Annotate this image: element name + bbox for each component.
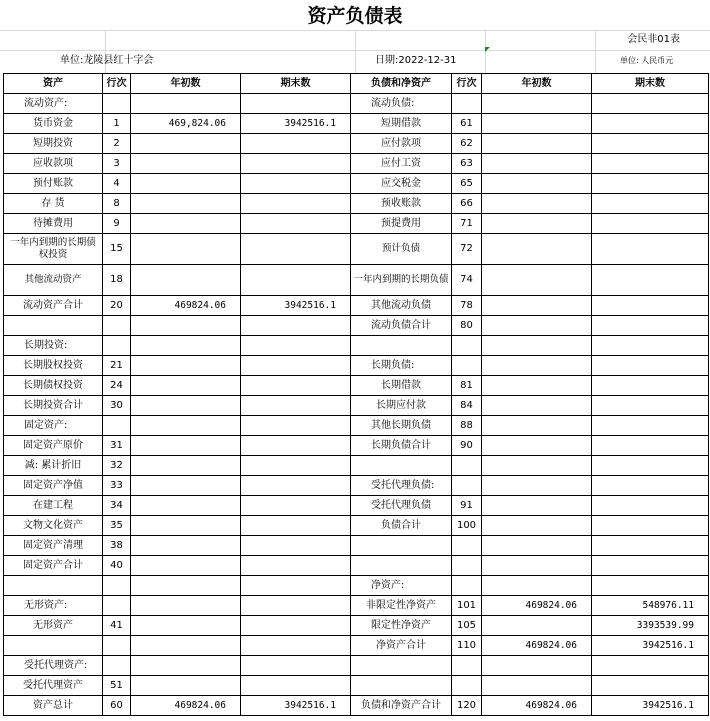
asset-opening-value	[131, 656, 241, 676]
liability-name	[351, 656, 452, 676]
table-row	[4, 436, 709, 456]
liability-closing-value	[592, 134, 709, 154]
asset-closing-value	[241, 676, 351, 696]
liability-name: 流动负债:	[351, 94, 452, 114]
asset-closing-value	[241, 174, 351, 194]
liability-closing-value	[592, 396, 709, 416]
asset-closing-value	[241, 636, 351, 656]
asset-name: 长期债权投资	[4, 376, 103, 396]
liability-opening-value	[482, 194, 592, 214]
asset-opening-value	[131, 214, 241, 234]
asset-name: 短期投资	[4, 134, 103, 154]
liability-name: 长期负债合计	[351, 436, 452, 456]
asset-line-no: 51	[103, 676, 131, 696]
asset-closing-value	[241, 376, 351, 396]
liability-line-no: 88	[452, 416, 482, 436]
liability-closing-value	[592, 576, 709, 596]
liability-name: 受托代理负债	[351, 496, 452, 516]
liability-closing-value	[592, 536, 709, 556]
asset-line-no: 24	[103, 376, 131, 396]
liability-opening-value	[482, 134, 592, 154]
liability-closing-value	[592, 656, 709, 676]
liability-opening-value	[482, 265, 592, 296]
liability-closing-value	[592, 94, 709, 114]
liability-opening-value	[482, 576, 592, 596]
asset-opening-value	[131, 556, 241, 576]
liability-closing-value	[592, 676, 709, 696]
asset-name: 存 货	[4, 194, 103, 214]
reporting-unit: 单位:龙陵县红十字会	[60, 55, 154, 66]
asset-opening-value: 469824.06	[131, 296, 241, 316]
liability-line-no	[452, 536, 482, 556]
asset-name: 资产总计	[4, 696, 103, 716]
asset-line-no: 30	[103, 396, 131, 416]
liability-closing-value	[592, 456, 709, 476]
header-closing: 期末数	[241, 74, 351, 94]
liability-line-no	[452, 556, 482, 576]
asset-name: 固定资产:	[4, 416, 103, 436]
asset-opening-value	[131, 356, 241, 376]
asset-line-no	[103, 316, 131, 336]
asset-opening-value	[131, 396, 241, 416]
asset-closing-value	[241, 596, 351, 616]
asset-opening-value	[131, 234, 241, 265]
asset-closing-value	[241, 134, 351, 154]
table-row	[4, 396, 709, 416]
table-row	[4, 416, 709, 436]
liability-name: 应付款项	[351, 134, 452, 154]
liability-name: 受托代理负债:	[351, 476, 452, 496]
liability-name: 净资产:	[351, 576, 452, 596]
header-closing: 期末数	[592, 74, 709, 94]
asset-line-no: 34	[103, 496, 131, 516]
liability-closing-value	[592, 496, 709, 516]
liability-name	[351, 676, 452, 696]
asset-name: 流动资产:	[4, 94, 103, 114]
liability-closing-value: 3942516.1	[592, 636, 709, 656]
asset-line-no	[103, 596, 131, 616]
liability-name: 预计负债	[351, 234, 452, 265]
table-row	[4, 676, 709, 696]
asset-line-no: 31	[103, 436, 131, 456]
asset-closing-value	[241, 476, 351, 496]
liability-opening-value	[482, 396, 592, 416]
liability-line-no	[452, 94, 482, 114]
header-opening: 年初数	[482, 74, 592, 94]
asset-name: 一年内到期的长期债权投资	[4, 234, 103, 265]
liability-opening-value: 469824.06	[482, 636, 592, 656]
asset-closing-value	[241, 265, 351, 296]
asset-name: 其他流动资产	[4, 265, 103, 296]
liability-opening-value	[482, 376, 592, 396]
liability-name: 负债和净资产合计	[351, 696, 452, 716]
liability-closing-value	[592, 154, 709, 174]
liability-opening-value	[482, 114, 592, 134]
liability-opening-value	[482, 174, 592, 194]
liability-opening-value	[482, 316, 592, 336]
asset-line-no: 40	[103, 556, 131, 576]
asset-closing-value	[241, 556, 351, 576]
asset-line-no: 35	[103, 516, 131, 536]
liability-name	[351, 336, 452, 356]
asset-closing-value	[241, 154, 351, 174]
liability-name: 预收账款	[351, 194, 452, 214]
liability-line-no	[452, 476, 482, 496]
table-row	[4, 336, 709, 356]
liability-line-no: 61	[452, 114, 482, 134]
asset-line-no: 60	[103, 696, 131, 716]
asset-closing-value	[241, 516, 351, 536]
liability-line-no: 78	[452, 296, 482, 316]
table-row	[4, 356, 709, 376]
liability-opening-value	[482, 214, 592, 234]
table-row	[4, 636, 709, 656]
asset-name: 流动资产合计	[4, 296, 103, 316]
liability-line-no	[452, 356, 482, 376]
liability-opening-value	[482, 496, 592, 516]
asset-line-no: 33	[103, 476, 131, 496]
liability-closing-value: 548976.11	[592, 596, 709, 616]
asset-opening-value	[131, 134, 241, 154]
table-row	[4, 616, 709, 636]
asset-opening-value: 469824.06	[131, 696, 241, 716]
liability-name: 非限定性净资产	[351, 596, 452, 616]
header-row	[4, 74, 709, 94]
table-row	[4, 596, 709, 616]
asset-closing-value	[241, 536, 351, 556]
header-line-no: 行次	[103, 74, 131, 94]
table-row	[4, 154, 709, 174]
asset-line-no: 15	[103, 234, 131, 265]
asset-opening-value	[131, 596, 241, 616]
liability-line-no: 81	[452, 376, 482, 396]
liability-line-no: 101	[452, 596, 482, 616]
asset-opening-value	[131, 94, 241, 114]
asset-opening-value	[131, 336, 241, 356]
asset-closing-value: 3942516.1	[241, 296, 351, 316]
asset-line-no	[103, 636, 131, 656]
header-line-no: 行次	[452, 74, 482, 94]
asset-line-no: 4	[103, 174, 131, 194]
asset-line-no: 3	[103, 154, 131, 174]
liability-name: 应付工资	[351, 154, 452, 174]
asset-name: 受托代理资产	[4, 676, 103, 696]
liability-closing-value	[592, 436, 709, 456]
liability-line-no	[452, 336, 482, 356]
asset-closing-value	[241, 234, 351, 265]
asset-opening-value	[131, 456, 241, 476]
asset-closing-value: 3942516.1	[241, 114, 351, 134]
liability-name: 负债合计	[351, 516, 452, 536]
liability-line-no: 84	[452, 396, 482, 416]
liability-line-no: 90	[452, 436, 482, 456]
liability-closing-value	[592, 234, 709, 265]
liability-opening-value	[482, 516, 592, 536]
liability-closing-value: 3393539.99	[592, 616, 709, 636]
asset-line-no: 21	[103, 356, 131, 376]
liability-closing-value: 3942516.1	[592, 696, 709, 716]
asset-name: 长期投资:	[4, 336, 103, 356]
liability-name: 长期负债:	[351, 356, 452, 376]
liability-opening-value	[482, 336, 592, 356]
asset-opening-value	[131, 676, 241, 696]
asset-opening-value	[131, 496, 241, 516]
asset-name	[4, 576, 103, 596]
asset-line-no: 32	[103, 456, 131, 476]
asset-line-no	[103, 416, 131, 436]
table-row	[4, 516, 709, 536]
header-liabilities: 负债和净资产	[351, 74, 452, 94]
liability-line-no: 74	[452, 265, 482, 296]
liability-name: 流动负债合计	[351, 316, 452, 336]
liability-closing-value	[592, 316, 709, 336]
asset-opening-value	[131, 154, 241, 174]
asset-opening-value	[131, 616, 241, 636]
liability-name: 预提费用	[351, 214, 452, 234]
table-row	[4, 214, 709, 234]
balance-table	[3, 73, 709, 716]
header-opening: 年初数	[131, 74, 241, 94]
liability-closing-value	[592, 336, 709, 356]
asset-opening-value	[131, 576, 241, 596]
asset-closing-value	[241, 496, 351, 516]
asset-name	[4, 316, 103, 336]
asset-line-no: 8	[103, 194, 131, 214]
asset-name: 在建工程	[4, 496, 103, 516]
asset-closing-value	[241, 396, 351, 416]
asset-opening-value	[131, 416, 241, 436]
asset-name: 减: 累计折旧	[4, 456, 103, 476]
liability-line-no: 91	[452, 496, 482, 516]
liability-opening-value	[482, 476, 592, 496]
liability-name: 长期借款	[351, 376, 452, 396]
liability-opening-value	[482, 456, 592, 476]
asset-closing-value	[241, 436, 351, 456]
liability-name: 其他流动负债	[351, 296, 452, 316]
liability-line-no	[452, 676, 482, 696]
asset-opening-value	[131, 536, 241, 556]
asset-line-no: 9	[103, 214, 131, 234]
asset-closing-value: 3942516.1	[241, 696, 351, 716]
asset-line-no: 18	[103, 265, 131, 296]
liability-closing-value	[592, 265, 709, 296]
asset-name: 长期投资合计	[4, 396, 103, 416]
asset-name: 文物文化资产	[4, 516, 103, 536]
liability-line-no: 63	[452, 154, 482, 174]
asset-line-no	[103, 576, 131, 596]
liability-closing-value	[592, 516, 709, 536]
liability-line-no	[452, 656, 482, 676]
asset-opening-value	[131, 436, 241, 456]
liability-name	[351, 456, 452, 476]
asset-closing-value	[241, 194, 351, 214]
asset-name: 待摊费用	[4, 214, 103, 234]
asset-opening-value	[131, 194, 241, 214]
liability-opening-value	[482, 296, 592, 316]
liability-name: 一年内到期的长期负债	[351, 265, 452, 296]
liability-opening-value	[482, 436, 592, 456]
table-row	[4, 476, 709, 496]
liability-opening-value	[482, 416, 592, 436]
liability-opening-value	[482, 356, 592, 376]
liability-line-no: 65	[452, 174, 482, 194]
liability-line-no: 120	[452, 696, 482, 716]
table-row	[4, 265, 709, 296]
table-row	[4, 316, 709, 336]
asset-closing-value	[241, 416, 351, 436]
asset-line-no: 20	[103, 296, 131, 316]
liability-line-no: 72	[452, 234, 482, 265]
liability-name: 净资产合计	[351, 636, 452, 656]
form-number: 会民非01表	[627, 34, 680, 45]
liability-line-no: 66	[452, 194, 482, 214]
table-row	[4, 556, 709, 576]
asset-name: 长期股权投资	[4, 356, 103, 376]
table-row	[4, 656, 709, 676]
header-assets: 资产	[4, 74, 103, 94]
asset-opening-value: 469,824.06	[131, 114, 241, 134]
table-row	[4, 376, 709, 396]
asset-line-no	[103, 94, 131, 114]
liability-closing-value	[592, 174, 709, 194]
liability-closing-value	[592, 376, 709, 396]
liability-name: 短期借款	[351, 114, 452, 134]
liability-closing-value	[592, 476, 709, 496]
liability-closing-value	[592, 356, 709, 376]
asset-closing-value	[241, 94, 351, 114]
liability-opening-value	[482, 656, 592, 676]
asset-opening-value	[131, 174, 241, 194]
cell-comment-marker	[485, 47, 490, 52]
table-row	[4, 194, 709, 214]
liability-line-no	[452, 456, 482, 476]
asset-closing-value	[241, 656, 351, 676]
asset-name: 固定资产清理	[4, 536, 103, 556]
liability-closing-value	[592, 194, 709, 214]
asset-closing-value	[241, 336, 351, 356]
liability-opening-value: 469824.06	[482, 596, 592, 616]
table-row	[4, 234, 709, 265]
table-row	[4, 696, 709, 716]
table-row	[4, 536, 709, 556]
asset-closing-value	[241, 456, 351, 476]
liability-line-no: 71	[452, 214, 482, 234]
liability-opening-value	[482, 94, 592, 114]
liability-closing-value	[592, 556, 709, 576]
liability-opening-value	[482, 556, 592, 576]
table-row	[4, 296, 709, 316]
asset-name: 应收款项	[4, 154, 103, 174]
asset-opening-value	[131, 265, 241, 296]
asset-opening-value	[131, 316, 241, 336]
report-date: 日期:2022-12-31	[375, 55, 457, 66]
asset-closing-value	[241, 576, 351, 596]
asset-line-no: 2	[103, 134, 131, 154]
asset-name: 固定资产净值	[4, 476, 103, 496]
table-row	[4, 114, 709, 134]
liability-closing-value	[592, 296, 709, 316]
asset-name: 预付账款	[4, 174, 103, 194]
liability-opening-value: 469824.06	[482, 696, 592, 716]
table-row	[4, 94, 709, 114]
asset-name: 无形资产	[4, 616, 103, 636]
liability-line-no	[452, 576, 482, 596]
liability-name	[351, 536, 452, 556]
table-row	[4, 174, 709, 194]
asset-closing-value	[241, 316, 351, 336]
liability-opening-value	[482, 536, 592, 556]
liability-closing-value	[592, 114, 709, 134]
currency-unit: 单位: 人民币元	[620, 56, 674, 65]
asset-opening-value	[131, 516, 241, 536]
asset-opening-value	[131, 376, 241, 396]
liability-name: 限定性净资产	[351, 616, 452, 636]
asset-closing-value	[241, 356, 351, 376]
liability-name	[351, 556, 452, 576]
asset-line-no	[103, 336, 131, 356]
asset-name: 固定资产合计	[4, 556, 103, 576]
liability-closing-value	[592, 214, 709, 234]
asset-name: 货币资金	[4, 114, 103, 134]
asset-line-no: 38	[103, 536, 131, 556]
liability-line-no: 100	[452, 516, 482, 536]
liability-line-no: 62	[452, 134, 482, 154]
asset-line-no: 41	[103, 616, 131, 636]
liability-line-no: 80	[452, 316, 482, 336]
table-row	[4, 576, 709, 596]
asset-opening-value	[131, 636, 241, 656]
liability-opening-value	[482, 676, 592, 696]
liability-line-no: 105	[452, 616, 482, 636]
asset-name	[4, 636, 103, 656]
liability-opening-value	[482, 154, 592, 174]
asset-line-no	[103, 656, 131, 676]
liability-opening-value	[482, 234, 592, 265]
liability-opening-value	[482, 616, 592, 636]
asset-opening-value	[131, 476, 241, 496]
liability-name: 长期应付款	[351, 396, 452, 416]
asset-name: 无形资产:	[4, 596, 103, 616]
asset-closing-value	[241, 214, 351, 234]
table-row	[4, 456, 709, 476]
asset-closing-value	[241, 616, 351, 636]
sheet-title: 资产负债表	[307, 5, 403, 27]
liability-name: 其他长期负债	[351, 416, 452, 436]
liability-name: 应交税金	[351, 174, 452, 194]
table-row	[4, 496, 709, 516]
liability-line-no: 110	[452, 636, 482, 656]
liability-closing-value	[592, 416, 709, 436]
asset-line-no: 1	[103, 114, 131, 134]
asset-name: 固定资产原价	[4, 436, 103, 456]
table-row	[4, 134, 709, 154]
asset-name: 受托代理资产:	[4, 656, 103, 676]
